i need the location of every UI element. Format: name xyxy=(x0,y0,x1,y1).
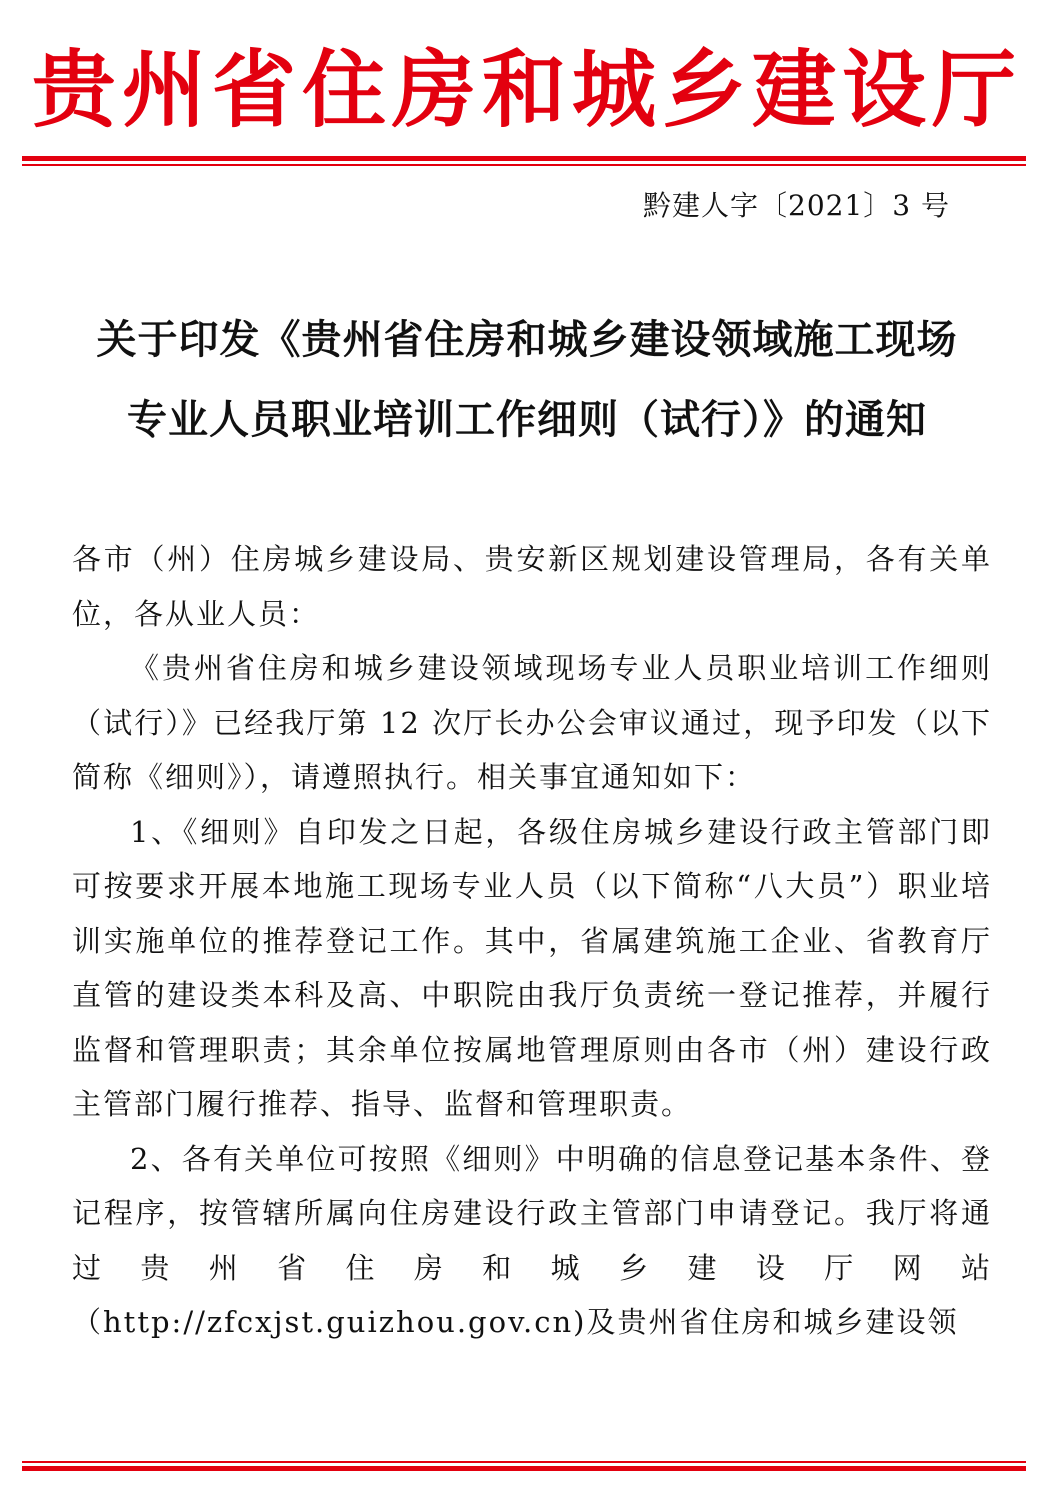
salutation: 各市（州）住房城乡建设局、贵安新区规划建设管理局，各有关单位，各从业人员： xyxy=(72,542,992,631)
letterhead-rule-thin xyxy=(22,164,1026,166)
document-title xyxy=(40,300,1014,460)
document-body xyxy=(72,532,992,1350)
document-title-line-1: 关于印发《贵州省住房和城乡建设领域施工现场 xyxy=(96,317,958,363)
body-paragraph-1: 《贵州省住房和城乡建设领域现场专业人员职业培训工作细则（试行）》已经我厅第 12 次厅长办公会审议通过，现予印发（以下简称《细则》），请遵照执行。相关事宜通知如下： xyxy=(72,651,992,794)
letterhead-title: 贵州省住房和城乡建设厅 xyxy=(31,41,1022,139)
document-number: 黔建人字〔2021〕3 号 xyxy=(643,189,950,222)
document-title-line-2: 专业人员职业培训工作细则（试行）》的通知 xyxy=(127,397,927,443)
body-paragraph-3: 2、各有关单位可按照《细则》中明确的信息登记基本条件、登记程序，按管辖所属向住房建设行政主管部门申请登记。我厅将通过贵州省住房和城乡建设厅网站（http://zfcxjst.guizhou.gov.cn)及贵州省住房和城乡建设领 xyxy=(72,1141,992,1339)
letterhead-rule-thick xyxy=(22,156,1026,161)
footer-rule-thin xyxy=(22,1461,1026,1463)
body-paragraph-2: 1、《细则》自印发之日起，各级住房城乡建设行政主管部门即可按要求开展本地施工现场专业人员（以下简称“八大员”）职业培训实施单位的推荐登记工作。其中，省属建筑施工企业、省教育厅直管的建设类本科及高、中职院由我厅负责统一登记推荐，并履行监督和管理职责；其余单位按属地管理原则由各市（州）建设行政主管部门履行推荐、指导、监督和管理职责。 xyxy=(72,814,992,1121)
footer-rule-thick xyxy=(22,1466,1026,1471)
